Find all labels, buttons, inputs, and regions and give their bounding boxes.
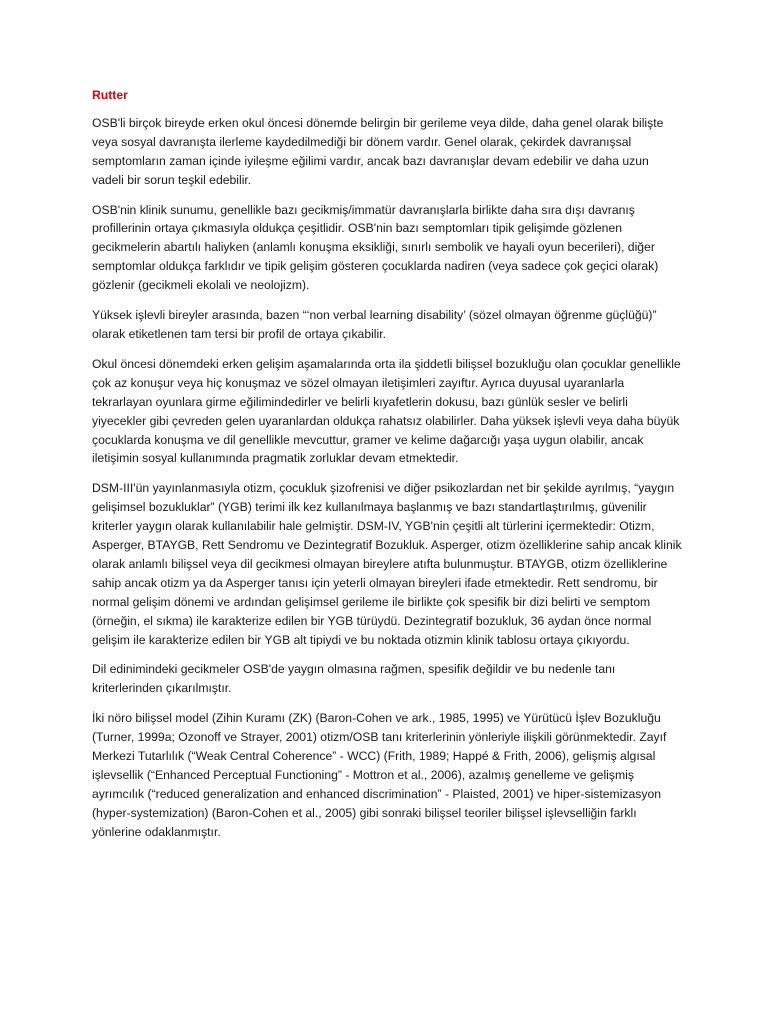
paragraph-1: OSB'li birçok bireyde erken okul öncesi dönemde belirgin bir gerileme veya dilde, daha genel olarak bilişte veya sosyal davranışta ilerleme kaydedilmediği bir dönem vardır. Genel olarak, çekirdek davranışsal semptomların zaman içinde iyileşme eğilimi vardır, ancak bazı davranışlar devam edebilir ve daha uzun vadeli bir sorun teşkil edebilir. xyxy=(92,115,664,187)
section-heading: Rutter xyxy=(92,88,128,102)
paragraph-6: Dil edinimindeki gecikmeler OSB'de yaygın olmasına rağmen, spesifik değildir ve bu nedenle tanı kriterlerinden çıkarılmıştır. xyxy=(92,662,616,696)
paragraph-3: Yüksek işlevli bireyler arasında, bazen “‘non verbal learning disability’ (sözel olmayan öğrenme güçlüğü)” olarak etiketlenen tam tersi bir profil de ortaya çıkabilir. xyxy=(92,308,657,341)
paragraph-5: DSM-III'ün yayınlanmasıyla otizm, çocukluk şizofrenisi ve diğer psikozlardan net bir şekilde ayrılmış, “yaygın gelişimsel bozukluklar” (YGB) terimi ilk kez kullanılmaya başlanmış ve bazı standartlaştırılmış, güvenilir kriterler yaygın olarak kullanılabilir hale gelmiştir. DSM-IV, YGB'nin çeşitli alt türlerini içermektedir: Otizm, Asperger, BTAYGB, Rett Sendromu ve Dezintegratif Bozukluk. Asperger, otizm özelliklerine sahip ancak klinik olarak anlamlı bilişsel veya dil gecikmesi olmayan bireylere atıfta bulunmuştur. BTAYGB, otizm özelliklerine sahip ancak otizm ya da Asperger tanısı için yeterli olmayan bireyleri ifade etmektedir. Rett sendromu, bir normal gelişim dönemi ve ardından gelişimsel gerileme ile birlikte çok spesifik bir dizi belirti ve semptom (örneğin, el sıkma) ile karakterize edilen bir YGB türüydü. Dezintegratif bozukluk, 36 aydan önce normal gelişim ile karakterize edilen bir YGB alt tipiydi ve bu noktada otizmin klinik tablosu ortaya çıkıyordu. xyxy=(92,481,682,647)
document-page xyxy=(92,86,684,853)
paragraph-2: OSB'nin klinik sunumu, genellikle bazı gecikmiş/immatür davranışlarla birlikte daha sıra dışı davranış profillerinin ortaya çıkmasıyla oldukça çeşitlidir. OSB'nin bazı semptomları tipik gelişimde gözlenen gecikmelerin abartılı haliyken (anlamlı konuşma eksikliği, sınırlı sembolik ve hayali oyun becerileri), diğer semptomlar oldukça farklıdır ve tipik gelişim gösteren çocuklarda nadiren (veya sadece çok geçici olarak) gözlenir (gecikmeli ekolali ve neolojizm). xyxy=(92,202,659,293)
paragraph-7: İki nöro bilişsel model (Zihin Kuramı (ZK) (Baron-Cohen ve ark., 1985, 1995) ve Yürütücü İşlev Bozukluğu (Turner, 1999a; Ozonoff ve Strayer, 2001) otizm/OSB tanı kriterlerinin yönleriyle ilişkili görünmektedir. Zayıf Merkezi Tutarlılık (“Weak Central Coherence” - WCC) (Frith, 1989; Happé & Frith, 2006), gelişmiş algısal işlevsellik (“Enhanced Perceptual Functioning” - Mottron et al., 2006), azalmış genelleme ve gelişmiş ayrımcılık (“reduced generalization and enhanced discrimination” - Plaisted, 2001) ve hiper-sistemizasyon (hyper-systemization) (Baron-Cohen et al., 2005) gibi sonraki bilişsel teoriler bilişsel işlevselliğin farklı yönlerine odaklanmıştır. xyxy=(92,711,667,839)
paragraph-4: Okul öncesi dönemdeki erken gelişim aşamalarında orta ila şiddetli bilişsel bozukluğu olan çocuklar genellikle çok az konuşur veya hiç konuşmaz ve sözel olmayan iletişimleri zayıftır. Ayrıca duyusal uyaranlarla tekrarlayan oyunlara girme eğilimindedirler ve belirli kıyafetlerin dokusu, bazı günlük sesler ve belirli yiyecekler gibi çevreden gelen uyaranlardan oldukça rahatsız olabilirler. Daha yüksek işlevli veya daha büyük çocuklarda konuşma ve dil genellikle mevcuttur, gramer ve kelime dağarcığı yaşa uygun olabilir, ancak iletişimin sosyal kullanımında pragmatik zorluklar devam etmektedir. xyxy=(92,356,681,466)
